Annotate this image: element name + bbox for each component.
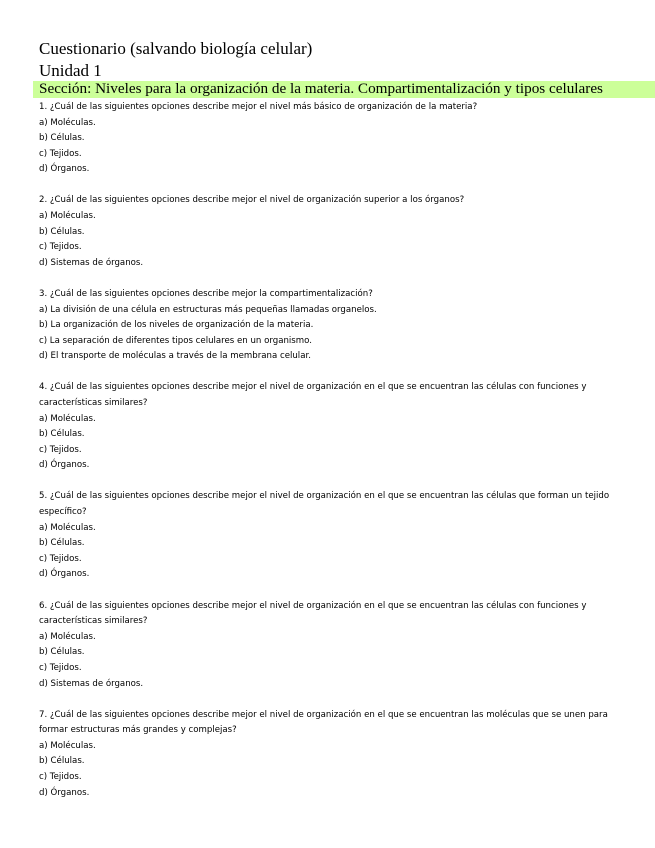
option-a: a) Moléculas.: [39, 740, 96, 751]
question-7: [39, 708, 639, 802]
option-c: c) Tejidos.: [39, 148, 82, 159]
option-b: b) Células.: [39, 429, 85, 440]
option-list: [39, 303, 639, 365]
option-a: a) Moléculas.: [39, 522, 96, 533]
option-list: [39, 521, 639, 583]
option-list: [39, 209, 639, 271]
option-d: d) Órganos.: [39, 569, 90, 580]
question-2: [39, 193, 639, 271]
question-4: [39, 380, 639, 474]
option-c: c) Tejidos.: [39, 242, 82, 253]
option-c: c) Tejidos.: [39, 444, 82, 455]
option-d: d) Sistemas de órganos.: [39, 257, 144, 268]
question-text: 3. ¿Cuál de las siguientes opciones describe mejor la compartimentalización?: [39, 288, 373, 299]
option-b: b) Células.: [39, 756, 85, 767]
option-b: b) Células.: [39, 538, 85, 549]
question-text: 6. ¿Cuál de las siguientes opciones describe mejor el nivel de organización en el que se encuentran las células con funciones y características similares?: [39, 600, 587, 627]
option-list: [39, 412, 639, 474]
question-list: [39, 100, 639, 817]
option-b: b) La organización de los niveles de organización de la materia.: [39, 320, 314, 331]
question-text: 5. ¿Cuál de las siguientes opciones describe mejor el nivel de organización en el que se encuentran las células que forman un tejido específico?: [39, 491, 610, 518]
option-list: [39, 116, 639, 178]
option-d: d) Órganos.: [39, 164, 90, 175]
option-d: d) Órganos.: [39, 787, 90, 798]
question-text: 7. ¿Cuál de las siguientes opciones describe mejor el nivel de organización en el que se encuentran las moléculas que se unen para formar estructuras más grandes y complejas?: [39, 709, 608, 736]
section-heading: Sección: Niveles para la organización de la materia. Compartimentalización y tipos celulares: [39, 80, 603, 97]
question-5: [39, 489, 639, 583]
section-highlight: [33, 81, 655, 98]
question-text: 2. ¿Cuál de las siguientes opciones describe mejor el nivel de organización superior a los órganos?: [39, 195, 465, 206]
question-1: [39, 100, 639, 178]
option-a: a) Moléculas.: [39, 117, 96, 128]
option-c: c) La separación de diferentes tipos celulares en un organismo.: [39, 335, 312, 346]
document-title: Cuestionario (salvando biología celular): [39, 39, 313, 58]
question-text: 1. ¿Cuál de las siguientes opciones describe mejor el nivel más básico de organización de la materia?: [39, 102, 478, 112]
option-c: c) Tejidos.: [39, 662, 82, 673]
option-b: b) Células.: [39, 647, 85, 658]
option-a: a) Moléculas.: [39, 413, 96, 424]
option-a: a) Moléculas.: [39, 631, 96, 642]
option-d: d) El transporte de moléculas a través de la membrana celular.: [39, 351, 311, 362]
option-c: c) Tejidos.: [39, 553, 82, 564]
option-d: d) Órganos.: [39, 460, 90, 471]
option-c: c) Tejidos.: [39, 771, 82, 782]
option-list: [39, 739, 639, 801]
option-a: a) Moléculas.: [39, 211, 96, 222]
option-d: d) Sistemas de órganos.: [39, 678, 144, 689]
option-b: b) Células.: [39, 133, 85, 144]
option-b: b) Células.: [39, 226, 85, 237]
question-3: [39, 287, 639, 365]
option-list: [39, 630, 639, 692]
unit-heading: Unidad 1: [39, 61, 102, 80]
question-6: [39, 599, 639, 693]
option-a: a) La división de una célula en estructuras más pequeñas llamadas organelos.: [39, 304, 377, 315]
question-text: 4. ¿Cuál de las siguientes opciones describe mejor el nivel de organización en el que se encuentran las células con funciones y características similares?: [39, 382, 587, 408]
